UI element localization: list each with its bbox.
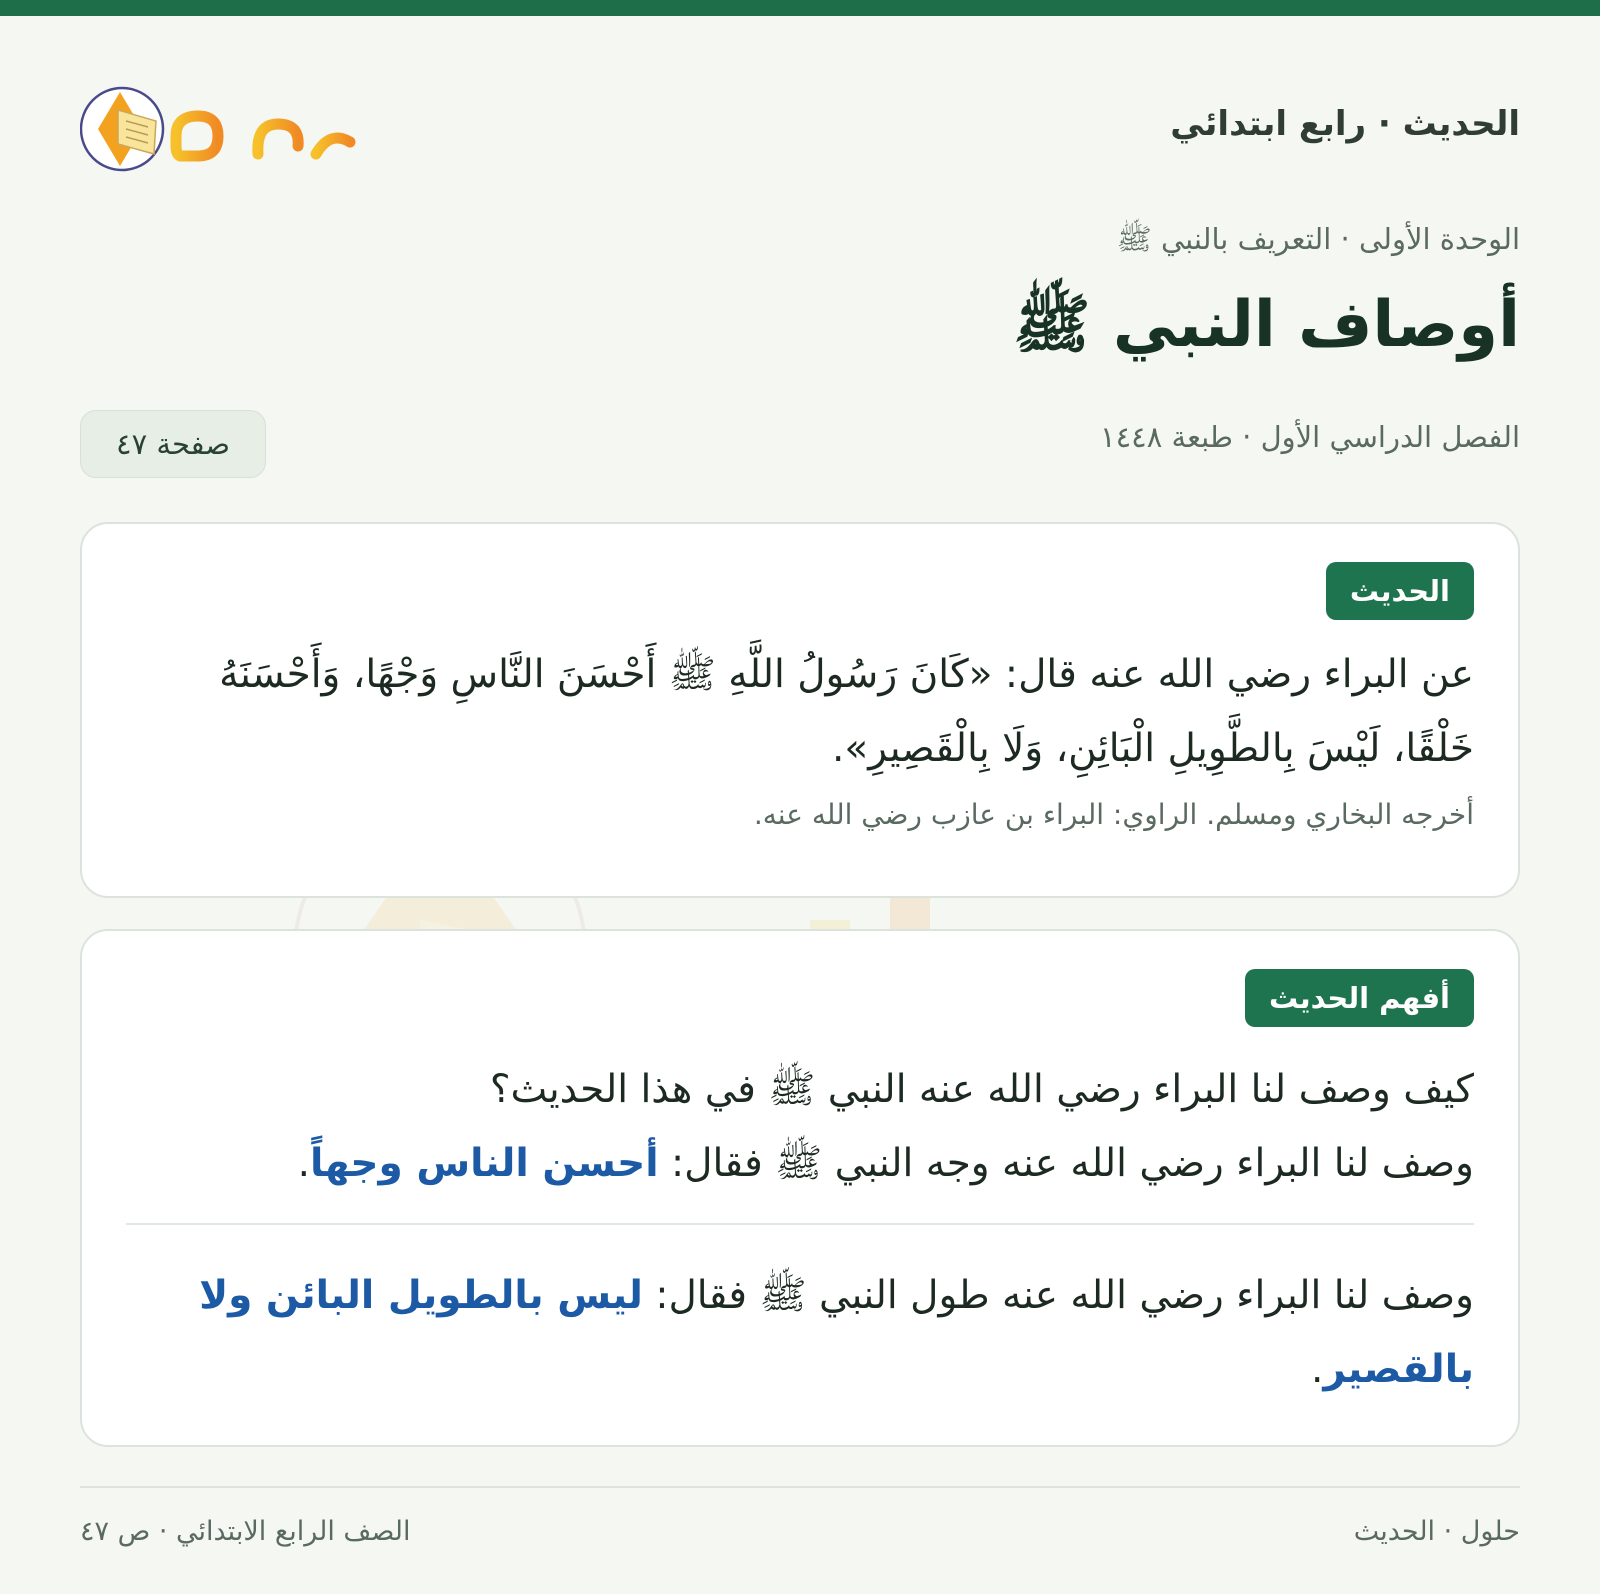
understand-badge: أفهم الحديث [1245,969,1474,1027]
answer-height-text: وصف لنا البراء رضي الله عنه طول النبي ﷺ فقال: [642,1273,1474,1318]
breadcrumb: الوحدة الأولى · التعريف بالنبي ﷺ [1116,222,1520,256]
answer-face-end: . [297,1141,311,1186]
understand-card [80,929,1520,1447]
answer-height-highlight: ليس بالطويل البائن ولا بالقصير [199,1273,1474,1392]
hadith-badge: الحديث [1326,562,1474,620]
answer-face-text: وصف لنا البراء رضي الله عنه وجه النبي ﷺ فقال: [658,1141,1474,1186]
footer-brand: حلول · الحديث [1353,1516,1520,1547]
edition-meta: الفصل الدراسي الأول · طبعة ١٤٤٨ [1100,420,1520,454]
page-title: أوصاف النبي ﷺ [1013,288,1520,362]
footer-divider [80,1486,1520,1488]
answer-height-end: . [1310,1347,1324,1392]
answer-face [126,1127,1474,1201]
question-text: كيف وصف لنا البراء رضي الله عنه النبي ﷺ في هذا الحديث؟ [489,1067,1474,1112]
hadith-card [80,522,1520,898]
answer-face-highlight: أحسن الناس وجهاً [310,1141,659,1186]
footer-grade: الصف الرابع الابتدائي · ص ٤٧ [80,1516,411,1547]
top-accent-bar [0,0,1600,16]
hadith-text: عن البراء رضي الله عنه قال: «كَانَ رَسُولُ اللَّهِ ﷺ أَحْسَنَ النَّاسِ وَجْهًا، وَأَحْسَنَهُ خَلْقًا، لَيْسَ بِالطَّوِيلِ الْبَائِنِ، وَلَا بِالْقَصِيرِ». [219,652,1474,771]
answer-height [126,1259,1474,1407]
page-number-badge: صفحة ٤٧ [80,410,266,478]
hadith-source: أخرجه البخاري ومسلم. الراوي: البراء بن عازب رضي الله عنه. [753,798,1474,831]
subject-title: الحديث · رابع ابتدائي [1170,104,1520,144]
header [80,66,1520,186]
halool-logo[interactable] [80,66,360,186]
card-divider [126,1223,1474,1225]
